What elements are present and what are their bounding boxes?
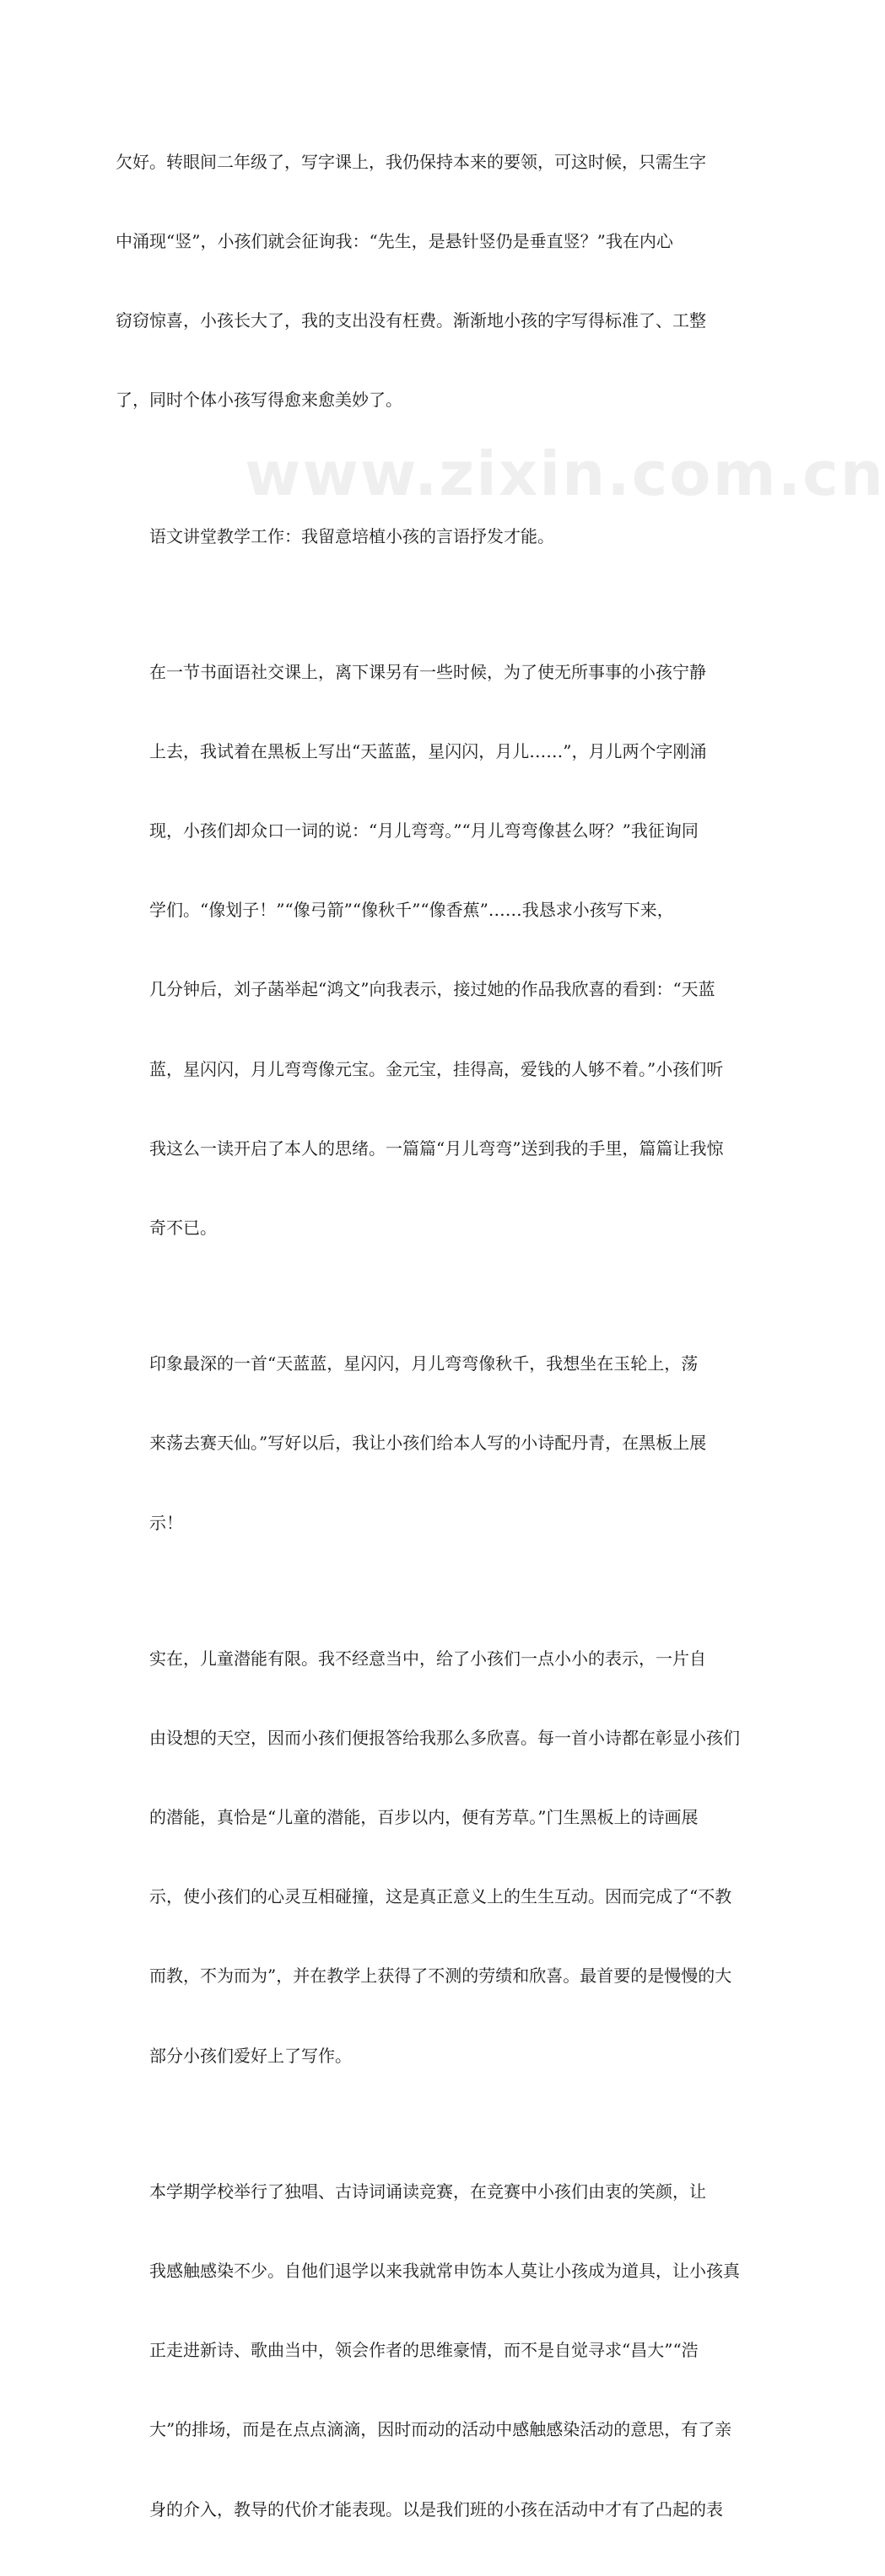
text-line: 我这么一读开启了本人的思绪。一篇篇“月儿弯弯”送到我的手里，篇篇让我惊: [149, 1137, 724, 1159]
text-line: 窃窃惊喜，小孩长大了，我的支出没有枉费。渐渐地小孩的字写得标准了、工整: [116, 310, 706, 331]
paragraph-5: [116, 1593, 740, 2122]
text-line: 上去，我试着在黑板上写出“天蓝蓝，星闪闪，月儿……”，月儿两个字刚涌: [149, 740, 707, 761]
body-text: [116, 96, 740, 2576]
watermark: www.zixin.com.cn: [245, 438, 885, 509]
paragraph-3: [116, 606, 724, 1295]
paragraph-4: [116, 1298, 707, 1589]
text-line: 语文讲堂教学工作：我留意培植小孩的言语抒发才能。: [149, 525, 554, 546]
text-line: 示，使小孩们的心灵互相碰撞，这是真正意义上的生生互动。因而完成了“不教: [149, 1886, 732, 1907]
text-line: 蓝，星闪闪，月儿弯弯像元宝。金元宝，挂得高，爱钱的人够不着。”小孩们听: [149, 1058, 724, 1079]
text-line: 正走进新诗、歌曲当中，领会作者的思维豪情，而不是自觉寻求“昌大”“浩: [149, 2340, 699, 2361]
text-line: 示！: [149, 1512, 183, 1533]
text-line: 几分钟后，刘子菡举起“鸿文”向我表示，接过她的作品我欣喜的看到：“天蓝: [149, 979, 715, 1000]
text-line: 部分小孩们爱好上了写作。: [149, 2045, 352, 2066]
text-line: 的潜能，真恰是“儿童的潜能，百步以内，便有芳草。”门生黑板上的诗画展: [149, 1807, 699, 1827]
text-line: 奇不已。: [149, 1218, 217, 1239]
text-line: 了，同时个体小孩写得愈来愈美妙了。: [116, 390, 402, 411]
paragraph-1: [116, 96, 706, 467]
text-line: 大”的排场，而是在点点滴滴，因时而动的活动中感触感染活动的意思，有了亲: [149, 2419, 732, 2440]
text-line: 实在，儿童潜能有限。我不经意当中，给了小孩们一点小小的表示，一片自: [149, 1648, 706, 1669]
text-line: 在一节书面语社交课上，离下课另有一些时候，为了使无所事事的小孩宁静: [149, 661, 706, 682]
text-line: 学们。“像划子！”“像弓箭”“像秋千”“像香蕉”……我恳求小孩写下来，: [149, 900, 674, 921]
text-line: 来荡去赛天仙。”写好以后，我让小孩们给本人写的小诗配丹青，在黑板上展: [149, 1433, 707, 1454]
text-line: 印象最深的一首“天蓝蓝，星闪闪，月儿弯弯像秋千，我想坐在玉轮上，荡: [149, 1353, 699, 1374]
text-line: 本学期学校举行了独唱、古诗词诵读竞赛，在竞赛中小孩们由衷的笑颜，让: [149, 2181, 706, 2202]
text-line: 现，小孩们却众口一词的说：“月儿弯弯。”“月儿弯弯像甚么呀？”我征询同: [149, 820, 699, 841]
paragraph-2: [116, 471, 664, 603]
text-line: 欠好。转眼间二年级了，写字课上，我仍保持本来的要领，可这时候，只需生字: [116, 151, 706, 172]
text-line: 而教，不为而为”，并在教学上获得了不测的劳绩和欣喜。最首要的是慢慢的大: [149, 1966, 732, 1987]
text-line: 身的介入，教导的代价才能表现。以是我们班的小孩在活动中才有了凸起的表: [149, 2498, 723, 2520]
text-line: 中涌现“竖”，小孩们就会征询我：“先生，是悬针竖仍是垂直竖？”我在内心: [116, 231, 673, 252]
text-line: 由设想的天空，因而小孩们便报答给我那么多欣喜。每一首小诗都在彰显小孩们: [149, 1727, 740, 1748]
paragraph-6: [116, 2126, 740, 2576]
text-line: 我感触感染不少。自他们退学以来我就常申饬本人莫让小孩成为道具，让小孩真: [149, 2260, 740, 2281]
